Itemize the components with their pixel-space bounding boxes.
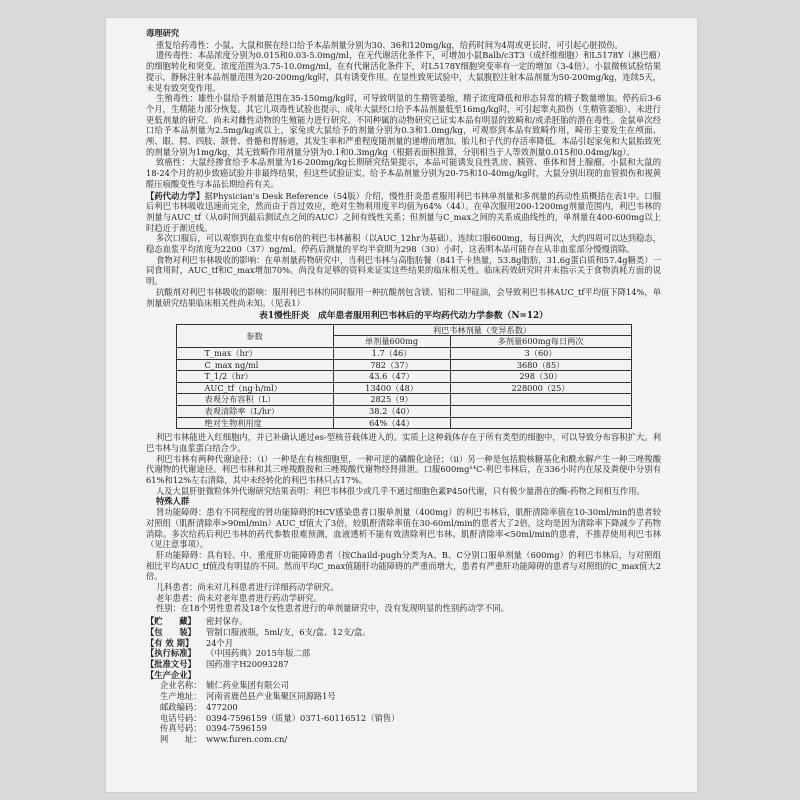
table-row (176, 394, 631, 406)
cell-single: 64%（44） (333, 417, 450, 429)
info-value (206, 670, 661, 681)
metabolism-text: 利巴韦林有两种代谢途径：（i）一种是在有核细胞里，一种可逆的磷酸化途径；（ii）另一种是包括脱核糖基化和酰水解产生一种三唑羧酸代谢物的代谢途径。利巴韦林和其三唑羧酰胺和三唑羧酸代谢物经肾排泄。口服600mg¹⁴C-利巴韦林后，在336小时内在尿及粪便中分别有61%和12%左右清除，其中未经转化的利巴韦林只占17%。 (146, 453, 661, 486)
info-label: 【批准文号】 (146, 658, 196, 669)
col-dose-group: 利巴韦林剂量（变异系数） (333, 324, 631, 336)
company-label: 传真号码： (160, 723, 202, 734)
company-value: 辅仁药业集团有限公司 (206, 680, 289, 691)
product-info (146, 616, 661, 744)
company-row (146, 680, 661, 691)
geriatric-text: 老年患者：尚未对老年患者进行药动学研究。 (155, 592, 322, 603)
leaflet-page (106, 18, 697, 792)
pk-table (176, 311, 632, 429)
pk-p1: 据Physician's Desk Reference（54版）介绍，慢性肝炎患者服用利巴韦林单剂量和多剂量的药动性质概括在表1中。口服后利巴韦林吸收迅速而完全，然而由于首过效应，绝对生物利用度平均值为64%（44）。在单次服用200-1200mg剂量范围内，利巴韦林的剂量与AUC_tf（从0时间到最后测试点之间的AUC）之间有线性关系；但剂量与C_max之间的关系成曲线性的，单剂量在400-600mg以上时趋近于渐近线。 (146, 190, 661, 233)
info-value: 管制口服液瓶，5ml/支，6支/盒、12支/盒。 (206, 626, 371, 637)
cell-param: 表观分布容积（L） (176, 394, 333, 406)
p450-text: 人及大鼠肝脏微粒体外代谢研究结果表明：利巴韦林很少或几乎不通过细胞色素P450代谢，只有极少量潜在的酶-药物之间相互作用。 (155, 485, 645, 496)
company-value: 477200 (206, 701, 238, 712)
cell-param: 绝对生物利用度 (176, 417, 333, 429)
company-label: 网 址： (160, 733, 202, 744)
renal-impairment-text: 肾功能障碍：患有不同程度的肾功能障碍的HCV感染患者口服单剂量（400mg）的利巴韦林后，肌酐清除率值在10-30ml/min的患者较对照组（肌酐清除率>90ml/min）AUC_tf值大了3倍，较肌酐清除率值在30-60ml/min的患者大了2倍，这均是因为清除率下降减少了药物消除。多次给药后利巴韦林的药代参数很难预测，血液透析不能有效清除利巴韦林。肌酐清除率<50ml/min的患者，不推荐使用利巴韦林（见注意事项）。 (146, 507, 661, 550)
toxicology-heading: 毒理研究 (146, 28, 180, 38)
info-label: 【包 装】 (146, 626, 196, 637)
company-row (146, 713, 661, 724)
table-row (176, 371, 631, 383)
company-value: 0394-7596159（质量）0371-60116512（销售） (206, 712, 400, 723)
pediatric-text: 儿科患者：尚未对儿科患者进行详细药动学研究。 (155, 582, 339, 593)
company-label: 企业名称： (160, 680, 202, 691)
info-value: 国药准字H20093287 (206, 658, 289, 669)
cell-param: T_1/2（hr） (176, 371, 333, 383)
info-label: 【有 效 期】 (146, 637, 194, 648)
info-row (146, 648, 661, 659)
company-label: 邮政编码： (160, 701, 202, 712)
info-value: 24个月 (206, 637, 234, 648)
company-row (146, 691, 661, 702)
cell-multi (450, 394, 631, 406)
cell-param: AUC_tf（ng·h/ml） (176, 382, 333, 394)
cell-single: 782（37） (333, 359, 450, 371)
company-row (146, 702, 661, 713)
tox-reproductive: 生殖毒性：雄性小鼠给予剂量范围在35-150mg/kg时，可导致明显的生精管萎缩，精子浓度降低和形态异常的精子数量增加。停药后3-6个月，生精能力部分恢复。其它儿项毒性试验也提示，成年大鼠经口给予本品剂量低至16mg/kg时，可引起睾丸损伤（生精管萎缩），未进行更低剂量的研究。尚未对雌性动物的生殖能力进行研究。不同种属的动物研究已证实本品有明显的致畸和/或杀胚胎的潜在毒性。金鼠单次经口给予本品剂量为2.5mg/kg或以上，家兔或大鼠给予的剂量分别为0.3和1.0mg/kg，可观察到本品有致畸作用，畸形主要发生在颅面、颅、眼、腭、四肢、颌骨、骨骼和胃肠道，其发生率和严重程度随剂量的递增而增加。胎儿和子代的存活率降低。本品引起家兔和大鼠胎致死的剂量分别为1mg/kg，其无致畸作用剂量分别为0.1和0.3mg/kg（根据表面积推算，分别相当于人等效剂量0.015和0.04mg/kg）。 (146, 93, 661, 157)
table-row (176, 348, 631, 360)
table-row (176, 359, 631, 371)
company-row (146, 734, 661, 745)
cell-multi: 298（30） (450, 371, 631, 383)
cell-multi: 3（60） (450, 348, 631, 360)
table-row (176, 406, 631, 418)
info-row (146, 670, 661, 681)
cell-multi (450, 417, 631, 429)
info-row (146, 627, 661, 638)
cell-multi: 3680（85） (450, 359, 631, 371)
pk-p4: 抗酸剂对利巴韦林吸收的影响：服用利巴韦林的同时服用一种抗酸剂包含镁、铝和二甲硅油，会导致利巴韦林AUC_tf平均值下降14%，单剂量研究结果临床相关性尚未知。（见表1） (146, 286, 661, 308)
tox-genotoxicity: 遗传毒性：本品浓度分别为0.015和0.03-5.0mg/ml，在无代谢活化条件下，可增加小鼠Balb/c3T3（成纤维细胞）和L5178Y（淋巴瘤）的细胞转化和突变。浓度范围为3.75-10.0mg/ml，在有代谢活化条件下，对L5178Y细胞突变率有一定的增加（3-4倍）。小鼠微核试验结果提示，静脉注射本品剂量范围为20-200mg/kg时，具有诱变作用。在显性致死试验中，大鼠腹腔注射本品剂量为50-200mg/kg，连续5天，未见有致突变作用。 (146, 50, 661, 93)
cell-multi (450, 406, 631, 418)
col-param: 参数 (176, 324, 333, 347)
cell-single: 43.6（47） (333, 371, 450, 383)
tox-carcinogenicity: 致癌性：大鼠经掺食给予本品剂量为16-200mg/kg长期研究结果提示，本品可能诱发良性乳房、胰管、垂体和肾上腺瘤。小鼠和大鼠的18-24个月的初步致癌试验并非最终结果，但这些试验证实，给予本品剂量分别为20-75和10-40mg/kg时，大鼠分别出现的血管损伤和视黄醛压痕酸变性与本品长期给药有关。 (146, 157, 661, 189)
hepatic-impairment-text: 肝功能障碍：具有轻、中、重度肝功能障碍患者（按Chaild-pugh分类为A、B、C分别口服单剂量（600mg）的利巴韦林后，与对照组相比平均AUC_tf值没有明显的不同。然而平均C_max值随肝功能障碍的严重而增大，患者有严重肝功能障碍的患者与对照组的C_max值大2倍。 (146, 549, 661, 582)
company-value: 河南省鹿邑县产业集聚区同源路1号 (206, 691, 336, 702)
company-row (146, 723, 661, 734)
cell-single: 1.7（46） (333, 348, 450, 360)
leaflet-content (146, 26, 661, 745)
pk-table-caption: 表1慢性肝炎 成年患者服用利巴韦林后的平均药代动力学参数（N=12） (259, 311, 548, 322)
cell-param: C_max ng/ml (176, 359, 333, 371)
tox-repeat-dose: 重复给药毒性：小鼠、大鼠和猴在经口给予本品剂量分别为30、36和120mg/kg，给药时间为4周或更长时，可引起心脏损伤。 (155, 39, 623, 50)
info-row (146, 638, 661, 649)
company-value: www.furen.com.cn/ (206, 733, 288, 744)
cell-single: 2825（9） (333, 394, 450, 406)
cell-single: 13400（48） (333, 382, 450, 394)
table-row (176, 382, 631, 394)
info-value: 密封保存。 (206, 616, 248, 627)
special-populations-heading: 特殊人群 (155, 496, 190, 507)
company-label: 生产地址： (160, 691, 202, 702)
pk-p2: 多次口服后，可以观察到在血浆中有6倍的利巴韦林蓄积（以AUC_12hr为基础）。连续口服600mg，每日两次，大约四周可以达到稳态，稳态血浆平均浓度为2200（37）ng/ml。停药后测量的平均半衰期为298（30）小时，这表明本品可能存在从非血浆部分慢慢消除。 (146, 233, 661, 255)
cell-multi: 228000（25） (450, 382, 631, 394)
col-single: 单剂量600mg (333, 336, 450, 348)
cell-single: 38.2（40） (333, 406, 450, 418)
company-value: 0394-7596159 (206, 723, 267, 734)
gender-text: 性别：在18个男性患者及18个女性患者进行的单剂量研究中，没有发现明显的性别药动学不同。 (155, 603, 509, 614)
pk-section (146, 191, 661, 234)
info-label: 【生产企业】 (146, 669, 196, 680)
distribution-text: 利巴韦林能进入红细胞内，并已补确认通过es-型核苷载体进入的。实质上这种载体存在于所有类型的细胞中，可以导致分布容积扩大。利巴韦林与血浆蛋白结合少。 (146, 432, 661, 453)
pk-p3: 食物对利巴韦林吸收的影响：在单剂量药物研究中，当利巴韦林与高脂肪餐（841千卡热量，53.8g脂肪，31.6g蛋白质和57.4g糖类）一同食用时，AUC_tf和C_max增加70%。尚没有足够的资料来证实这些结果的临床相关性。临床药效研究时并未指示关于食物消耗方面的说明。 (146, 254, 661, 287)
pk-heading: 【药代动力学】 (146, 190, 205, 201)
cell-param: T_max（hr） (176, 348, 333, 360)
info-row (146, 659, 661, 670)
cell-param: 表观清除率（L/hr） (176, 406, 333, 418)
company-label: 电话号码： (160, 712, 202, 723)
col-multi: 多剂量600mg每日两次 (450, 336, 631, 348)
table-row (176, 417, 631, 429)
info-row (146, 616, 661, 627)
info-value: 《中国药典》2015年版二部 (206, 648, 311, 659)
info-label: 【贮 藏】 (146, 616, 196, 627)
info-label: 【执行标准】 (146, 648, 196, 659)
